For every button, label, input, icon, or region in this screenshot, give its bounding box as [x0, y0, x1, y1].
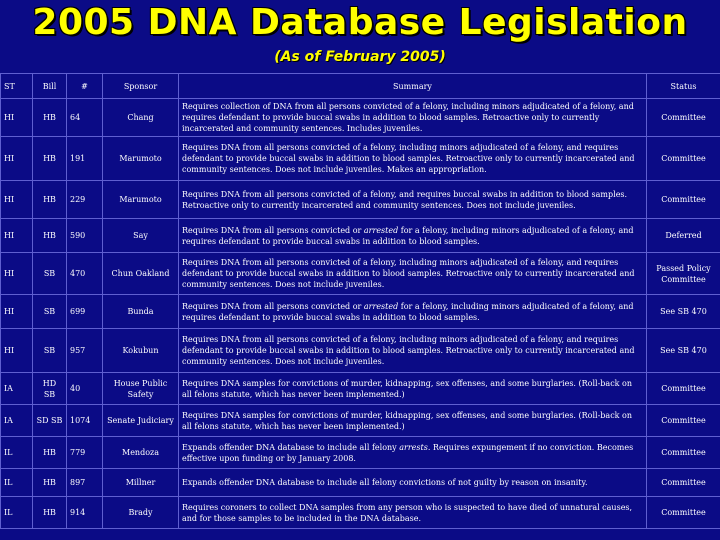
cell-sponsor: Marumoto [103, 181, 179, 219]
cell-bill: SB [33, 295, 67, 329]
cell-number: 1074 [67, 405, 103, 437]
cell-sponsor: Mendoza [103, 437, 179, 469]
cell-number: 590 [67, 219, 103, 253]
cell-status: See SB 470 [647, 295, 720, 329]
cell-st: HI [1, 295, 33, 329]
cell-st: IA [1, 405, 33, 437]
table-row [1, 137, 720, 181]
cell-bill: HB [33, 219, 67, 253]
table-row [1, 99, 720, 137]
cell-summary: Requires DNA from all persons convicted of a felony, including minors adjudicated of a felony, and requires defendant to provide buccal swabs in addition to blood samples. Retroactive only to currently incarcerated and community sentences. Does not include juveniles. [179, 329, 647, 373]
table-row [1, 295, 720, 329]
table-row [1, 497, 720, 529]
table-row [1, 469, 720, 497]
table-row [1, 219, 720, 253]
cell-sponsor: Kokubun [103, 329, 179, 373]
cell-status: See SB 470 [647, 329, 720, 373]
table-row [1, 253, 720, 295]
header-summary: Summary [179, 74, 647, 99]
table-row [1, 405, 720, 437]
cell-bill: HD SB [33, 373, 67, 405]
cell-sponsor: Chun Oakland [103, 253, 179, 295]
cell-summary: Requires DNA from all persons convicted or arrested for a felony, including minors adjudicated of a felony, and requires defendant to provide buccal swabs in addition to blood samples. [179, 295, 647, 329]
cell-bill: HB [33, 497, 67, 529]
cell-st: HI [1, 219, 33, 253]
cell-summary: Requires DNA from all persons convicted of a felony, and requires buccal swabs in addition to blood samples. Retroactive only to currently incarcerated and community sentences. Does not include juveniles. [179, 181, 647, 219]
cell-number: 229 [67, 181, 103, 219]
header-sponsor: Sponsor [103, 74, 179, 99]
cell-st: IA [1, 373, 33, 405]
cell-summary: Requires DNA from all persons convicted or arrested for a felony, including minors adjudicated of a felony, and requires defendant to provide buccal swabs in addition to blood samples. [179, 219, 647, 253]
cell-summary: Requires DNA from all persons convicted of a felony, including minors adjudicated of a felony, and requires defendant to provide buccal swabs in addition to blood samples. Retroactive only to currently incarcerated and community sentences. Does not include juveniles. Makes an appropriation. [179, 137, 647, 181]
cell-sponsor: Chang [103, 99, 179, 137]
cell-number: 64 [67, 99, 103, 137]
cell-status: Committee [647, 181, 720, 219]
header-number: # [67, 74, 103, 99]
cell-sponsor: Marumoto [103, 137, 179, 181]
cell-status: Committee [647, 373, 720, 405]
cell-number: 699 [67, 295, 103, 329]
table-row [1, 329, 720, 373]
cell-number: 191 [67, 137, 103, 181]
page-title: 2005 DNA Database Legislation [32, 2, 688, 43]
cell-bill: HB [33, 437, 67, 469]
cell-st: HI [1, 181, 33, 219]
cell-number: 897 [67, 469, 103, 497]
cell-summary: Requires DNA samples for convictions of murder, kidnapping, sex offenses, and some burglaries. (Roll-back on all felons statute, which has never been implemented.) [179, 405, 647, 437]
cell-summary: Requires collection of DNA from all persons convicted of a felony, including minors adjudicated of a felony, and requires defendant to provide buccal swabs in addition to blood samples. Retroactive only to currently incarcerated and community sentences. Includes juveniles. [179, 99, 647, 137]
header-st: ST [1, 74, 33, 99]
legislation-table [0, 73, 720, 529]
cell-bill: HB [33, 137, 67, 181]
table-row [1, 437, 720, 469]
cell-status: Committee [647, 469, 720, 497]
cell-status: Deferred [647, 219, 720, 253]
cell-st: HI [1, 99, 33, 137]
cell-number: 470 [67, 253, 103, 295]
cell-st: IL [1, 437, 33, 469]
cell-st: IL [1, 469, 33, 497]
cell-summary: Requires DNA samples for convictions of murder, kidnapping, sex offenses, and some burglaries. (Roll-back on all felons statute, which has never been implemented.) [179, 373, 647, 405]
cell-st: HI [1, 137, 33, 181]
table-row [1, 373, 720, 405]
cell-status: Committee [647, 497, 720, 529]
cell-sponsor: House Public Safety [103, 373, 179, 405]
cell-summary: Requires DNA from all persons convicted of a felony, including minors adjudicated of a felony, and requires defendant to provide buccal swabs in addition to blood samples. Retroactive only to currently incarcerated and community sentences. Does not include juveniles. [179, 253, 647, 295]
cell-bill: HB [33, 99, 67, 137]
cell-sponsor: Senate Judiciary [103, 405, 179, 437]
table-header-row [1, 74, 720, 99]
cell-number: 779 [67, 437, 103, 469]
cell-status: Committee [647, 405, 720, 437]
page-subtitle: (As of February 2005) [274, 49, 446, 65]
cell-status: Passed Policy Committee [647, 253, 720, 295]
table-row [1, 181, 720, 219]
cell-st: HI [1, 329, 33, 373]
cell-summary: Expands offender DNA database to include all felony arrests. Requires expungement if no conviction. Becomes effective upon funding or by January 2008. [179, 437, 647, 469]
cell-number: 40 [67, 373, 103, 405]
cell-sponsor: Millner [103, 469, 179, 497]
cell-status: Committee [647, 137, 720, 181]
cell-summary: Requires coroners to collect DNA samples from any person who is suspected to have died of unnatural causes, and for those samples to be included in the DNA database. [179, 497, 647, 529]
cell-sponsor: Say [103, 219, 179, 253]
cell-sponsor: Bunda [103, 295, 179, 329]
cell-bill: SB [33, 253, 67, 295]
cell-number: 914 [67, 497, 103, 529]
cell-bill: SD SB [33, 405, 67, 437]
cell-bill: SB [33, 329, 67, 373]
cell-st: HI [1, 253, 33, 295]
cell-bill: HB [33, 181, 67, 219]
cell-status: Committee [647, 99, 720, 137]
header-bill: Bill [33, 74, 67, 99]
cell-summary: Expands offender DNA database to include all felony convictions of not guilty by reason on insanity. [179, 469, 647, 497]
cell-number: 957 [67, 329, 103, 373]
cell-status: Committee [647, 437, 720, 469]
cell-sponsor: Brady [103, 497, 179, 529]
header-status: Status [647, 74, 720, 99]
cell-st: IL [1, 497, 33, 529]
cell-bill: HB [33, 469, 67, 497]
